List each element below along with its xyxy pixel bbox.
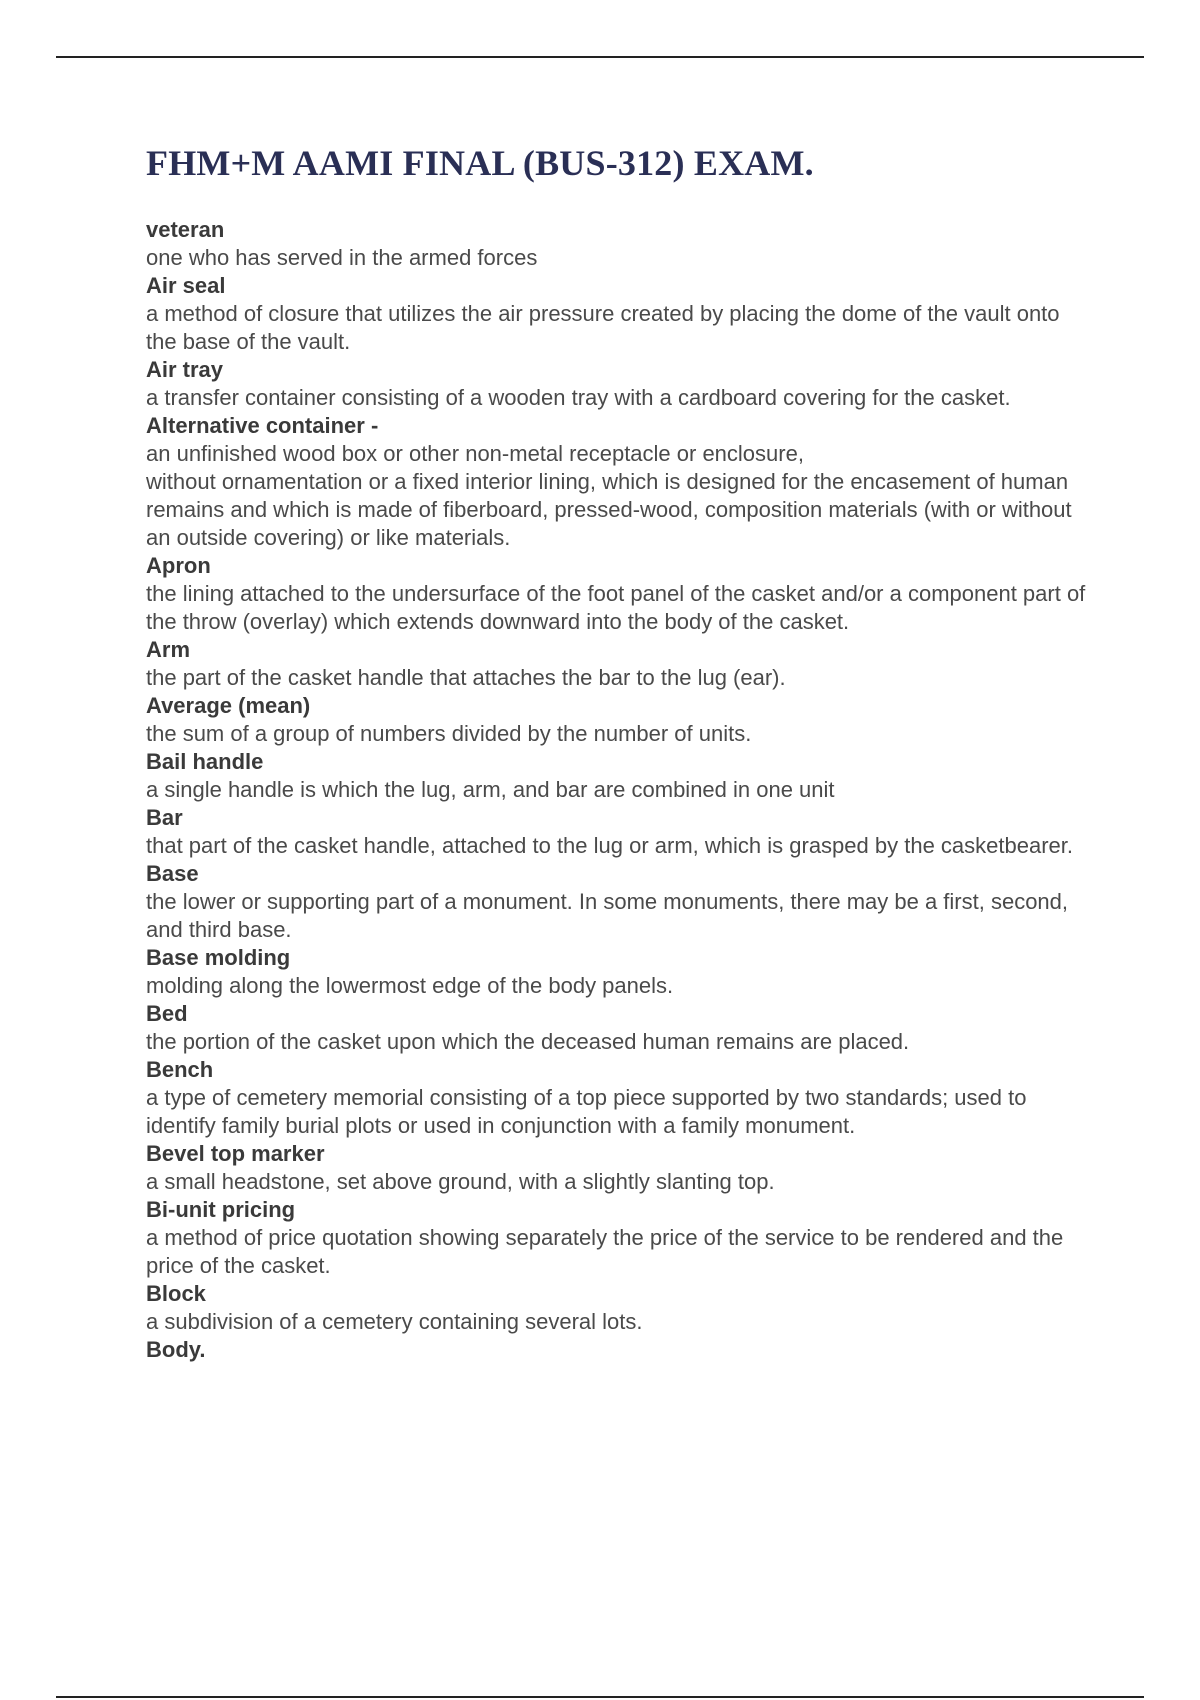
glossary-list xyxy=(146,216,1096,1364)
glossary-term: Alternative container - xyxy=(146,413,379,438)
glossary-term: Air tray xyxy=(146,357,224,382)
glossary-definition: a single handle is which the lug, arm, and bar are combined in one unit xyxy=(146,777,835,802)
glossary-term: Bevel top marker xyxy=(146,1141,325,1166)
glossary-definition: molding along the lowermost edge of the body panels. xyxy=(146,973,674,998)
page-bottom-rule xyxy=(56,1696,1144,1698)
glossary-term: veteran xyxy=(146,217,225,242)
page-top-rule xyxy=(56,56,1144,58)
glossary-definition: an unfinished wood box or other non-metal receptacle or enclosure, without ornamentation or a fixed interior lining, which is designed for the encasement of human remains and which is made of fiberboard, pressed-wood, composition materials (with or without an outside covering) or like materials. xyxy=(146,441,1072,550)
glossary-definition: that part of the casket handle, attached to the lug or arm, which is grasped by the casketbearer. xyxy=(146,833,1073,858)
glossary-term: Bed xyxy=(146,1001,188,1026)
glossary-term: Base xyxy=(146,861,199,886)
glossary-definition: the lower or supporting part of a monument. In some monuments, there may be a first, second, and third base. xyxy=(146,889,1069,942)
glossary-term: Base molding xyxy=(146,945,291,970)
glossary-term: Air seal xyxy=(146,273,226,298)
glossary-definition: the lining attached to the undersurface of the foot panel of the casket and/or a component part of the throw (overlay) which extends downward into the body of the casket. xyxy=(146,581,1086,634)
glossary-term: Bi-unit pricing xyxy=(146,1197,296,1222)
glossary-definition: a method of price quotation showing separately the price of the service to be rendered and the price of the casket. xyxy=(146,1225,1064,1278)
glossary-definition: the sum of a group of numbers divided by the number of units. xyxy=(146,721,752,746)
document-title: FHM+M AAMI FINAL (BUS-312) EXAM. xyxy=(146,143,814,183)
glossary-definition: a transfer container consisting of a wooden tray with a cardboard covering for the casket. xyxy=(146,385,1011,410)
glossary-term: Bail handle xyxy=(146,749,264,774)
glossary-definition: a type of cemetery memorial consisting of a top piece supported by two standards; used to identify family burial plots or used in conjunction with a family monument. xyxy=(146,1085,1027,1138)
glossary-definition: the portion of the casket upon which the deceased human remains are placed. xyxy=(146,1029,910,1054)
glossary-term: Block xyxy=(146,1281,206,1306)
glossary-term: Apron xyxy=(146,553,211,578)
glossary-term: Arm xyxy=(146,637,191,662)
glossary-definition: a subdivision of a cemetery containing several lots. xyxy=(146,1309,643,1334)
glossary-term: Average (mean) xyxy=(146,693,311,718)
glossary-definition: a small headstone, set above ground, with a slightly slanting top. xyxy=(146,1169,775,1194)
glossary-definition: the part of the casket handle that attaches the bar to the lug (ear). xyxy=(146,665,786,690)
glossary-term: Bar xyxy=(146,805,183,830)
glossary-term: Bench xyxy=(146,1057,214,1082)
glossary-definition: one who has served in the armed forces xyxy=(146,245,538,270)
glossary-definition: a method of closure that utilizes the air pressure created by placing the dome of the vault onto the base of the vault. xyxy=(146,301,1060,354)
glossary-term: Body. xyxy=(146,1337,206,1362)
